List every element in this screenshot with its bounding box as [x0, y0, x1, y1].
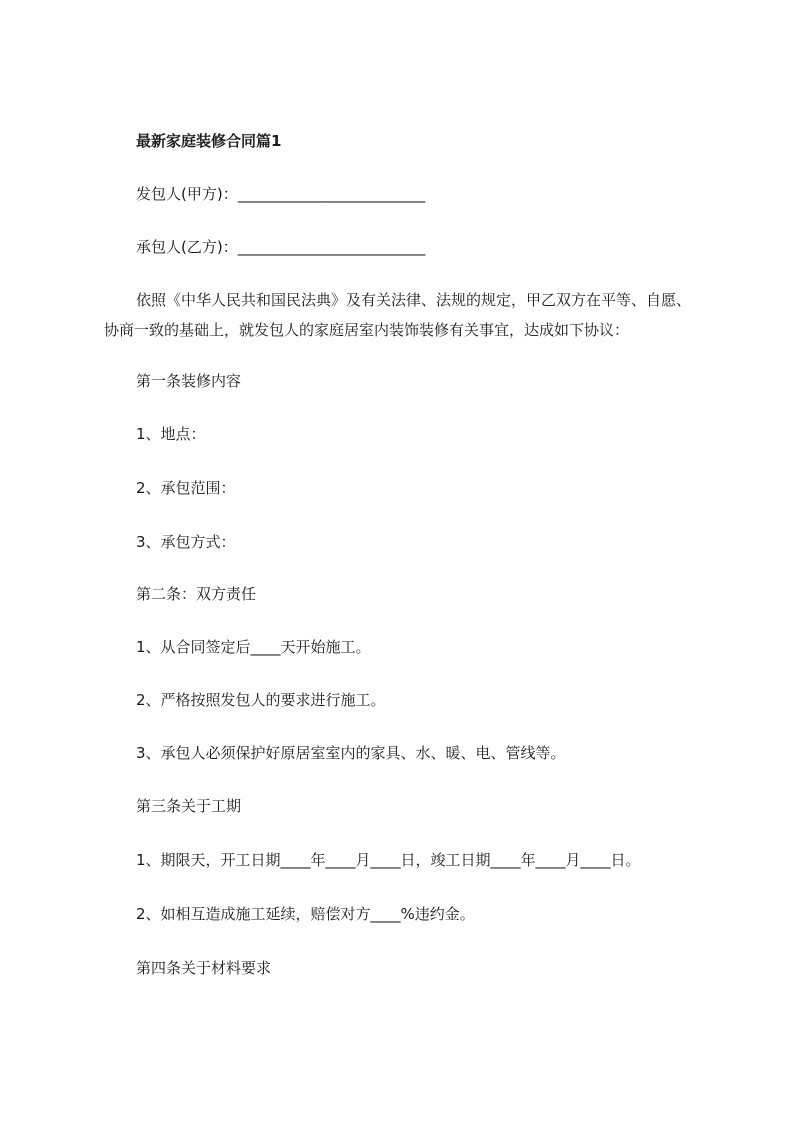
article-3-heading: 第三条关于工期: [136, 797, 242, 815]
article-1-item: 1、地点：: [136, 425, 206, 443]
document-title: 最新家庭装修合同篇1: [136, 132, 282, 150]
article-1-item: 3、承包方式：: [136, 533, 236, 551]
article-2-item: 3、承包人必须保护好原居室室内的家具、水、暖、电、管线等。: [136, 744, 566, 762]
article-2-heading: 第二条：双方责任: [136, 585, 257, 603]
article-4-heading: 第四条关于材料要求: [136, 959, 272, 977]
article-1-item: 2、承包范围：: [136, 479, 236, 497]
intro-paragraph: 依照《中华人民共和国民法典》及有关法律、法规的规定，甲乙双方在平等、自愿、协商一致的基础上，就发包人的家庭居室内装饰装修有关事宜，达成如下协议：: [104, 291, 692, 339]
article-2-item: 1、从合同签定后____天开始施工。: [136, 638, 371, 656]
article-2-item: 2、严格按照发包人的要求进行施工。: [136, 691, 386, 709]
article-1-heading: 第一条装修内容: [136, 372, 242, 390]
article-3-item: 1、期限天，开工日期____年____月____日，竣工日期____年____月____日。: [136, 851, 641, 869]
party-a-line: 发包人(甲方)：_________________________: [136, 185, 426, 203]
party-b-line: 承包人(乙方)：_________________________: [136, 238, 426, 256]
article-3-item: 2、如相互造成施工延续，赔偿对方____%违约金。: [136, 905, 475, 923]
